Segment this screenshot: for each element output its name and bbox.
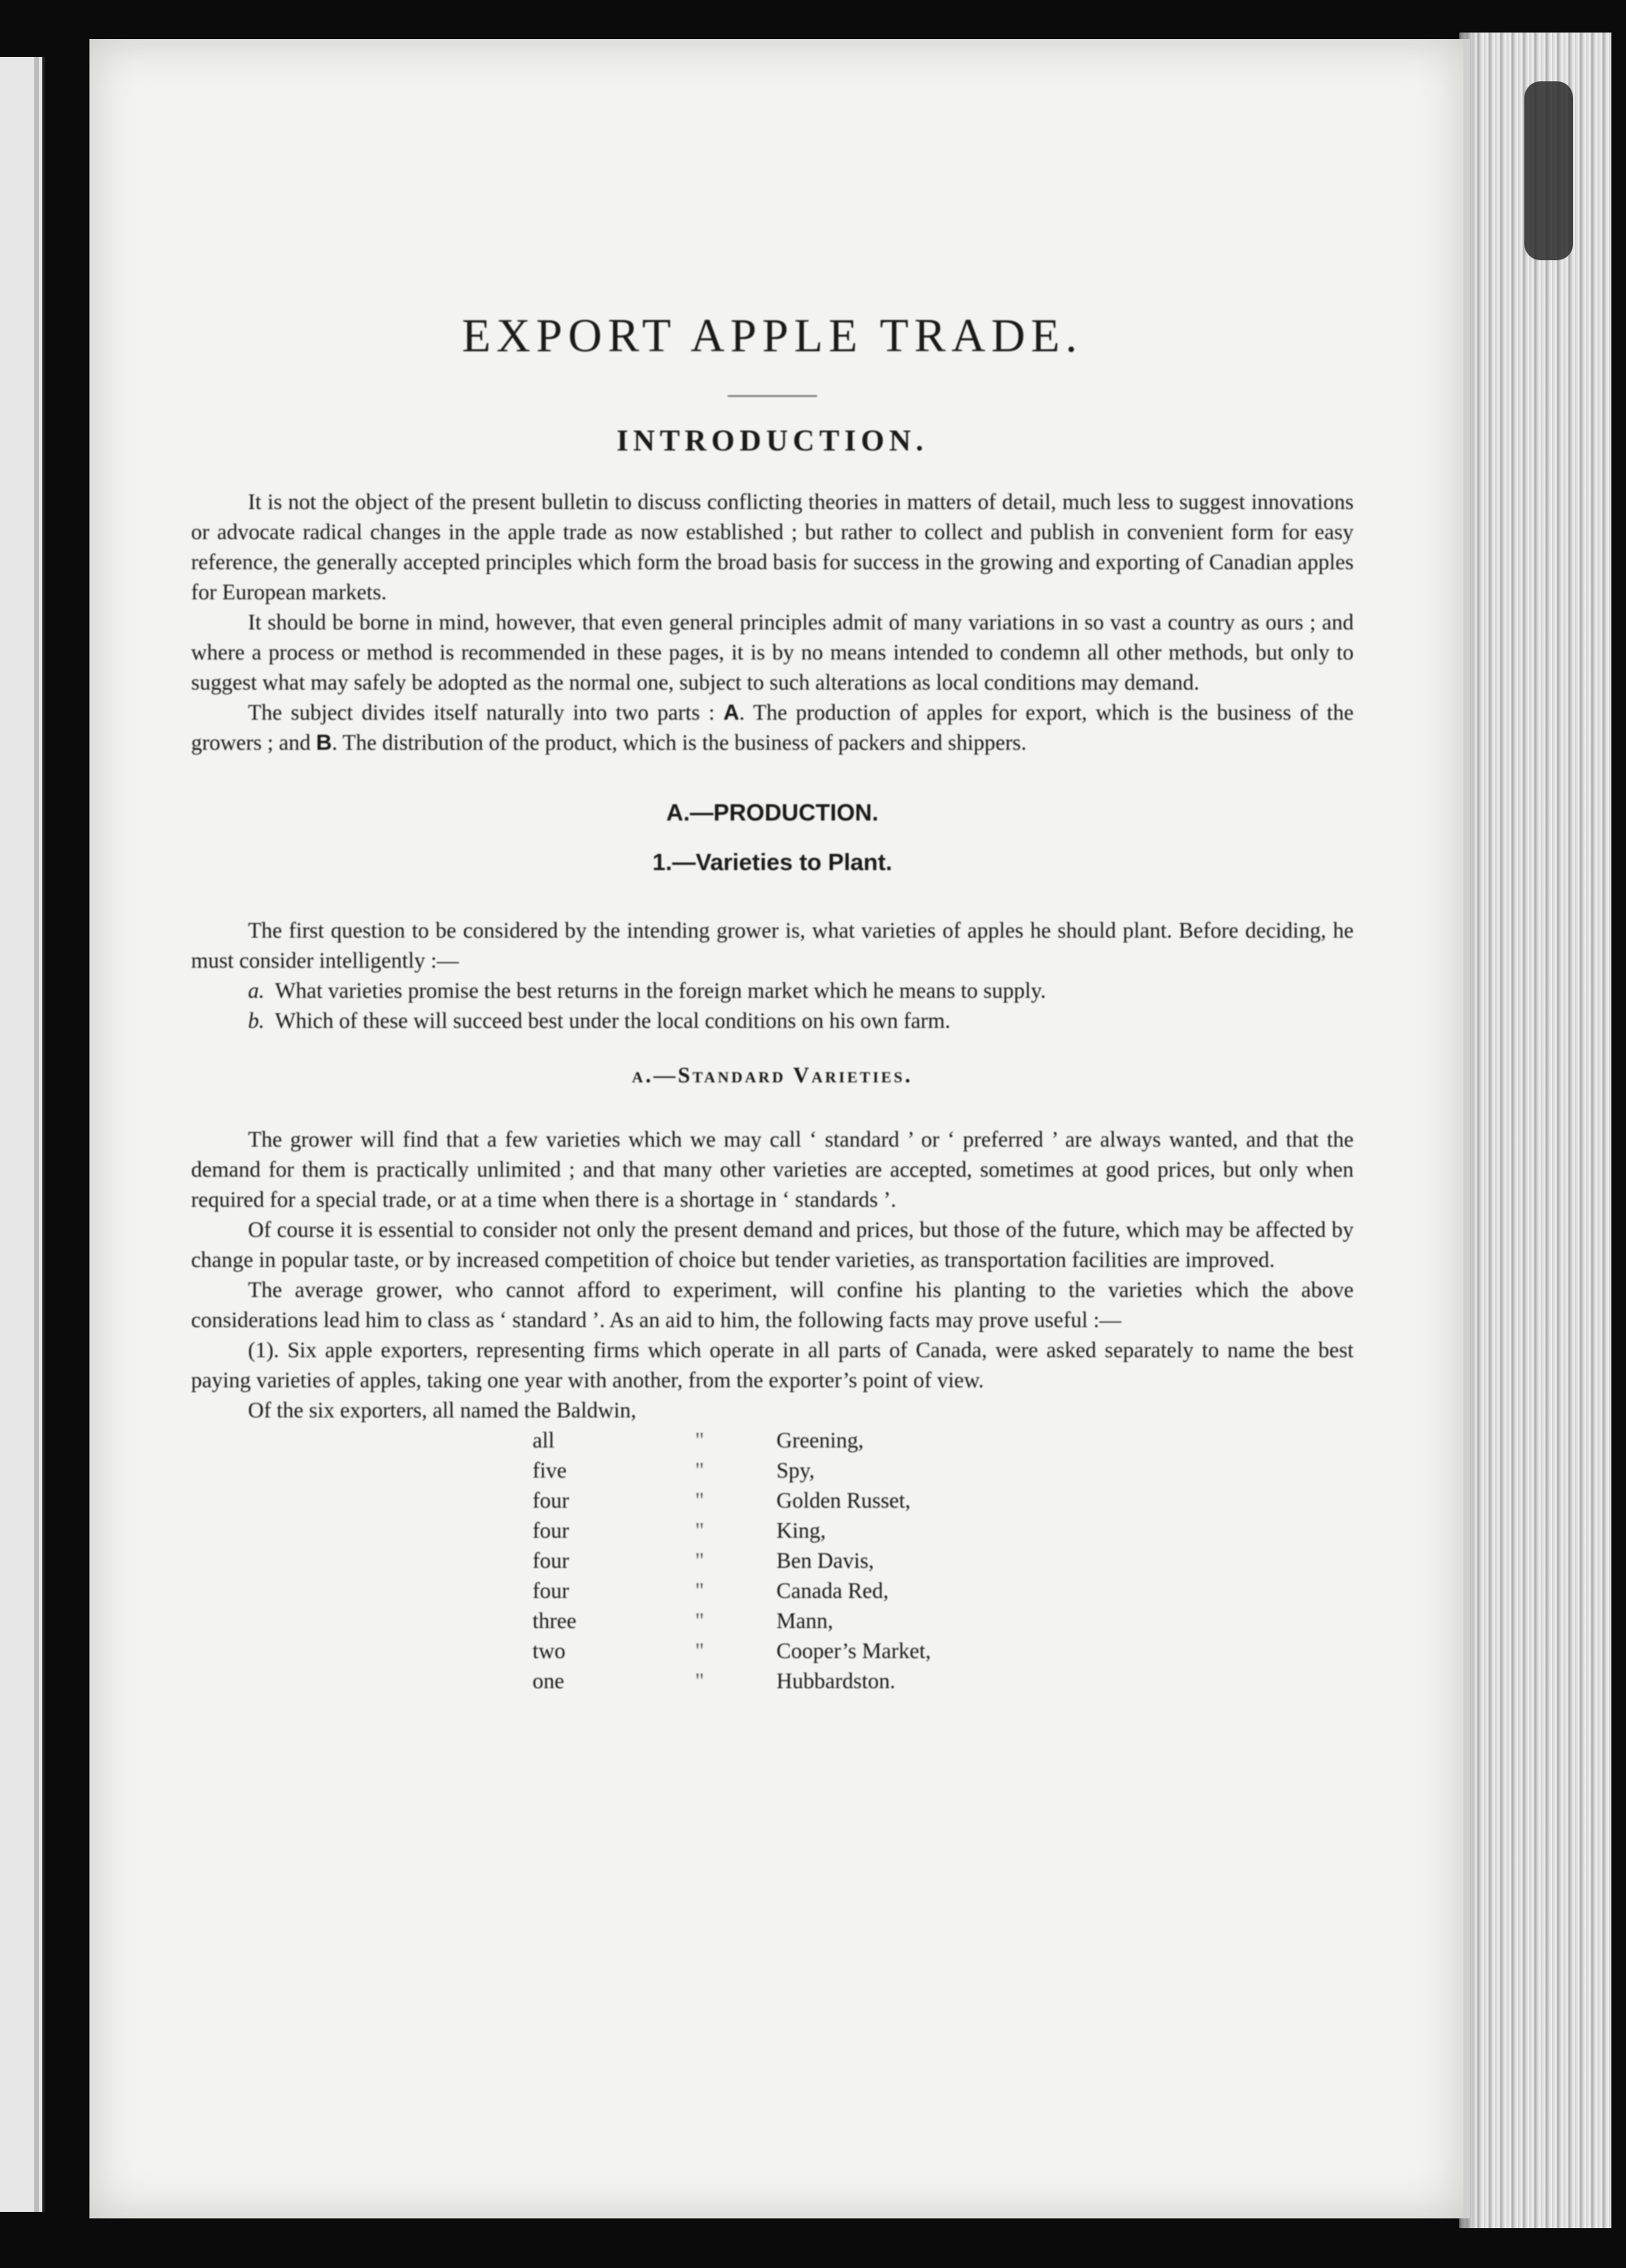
vote-count: three	[533, 1608, 576, 1633]
exporters-intro: Of the six exporters, all named the Baldwin,	[248, 1398, 637, 1422]
vote-count: two	[533, 1639, 566, 1663]
book-page-stack-edge	[1459, 33, 1611, 2228]
variety-name: Spy,	[776, 1458, 815, 1482]
vote-count: four	[533, 1578, 569, 1603]
ditto-mark: "	[695, 1518, 705, 1543]
page-text	[191, 307, 1354, 1696]
variety-name: Hubbardston.	[776, 1669, 896, 1693]
ditto-mark: "	[695, 1458, 705, 1482]
ditto-mark: "	[695, 1548, 705, 1573]
varieties-subheading: 1.—Varieties to Plant.	[652, 850, 893, 876]
variety-name: Mann,	[776, 1608, 833, 1633]
variety-name: Cooper’s Market,	[776, 1639, 931, 1663]
page-title: EXPORT APPLE TRADE.	[462, 309, 1083, 362]
consideration-item	[248, 976, 1354, 1006]
vote-count: all	[533, 1428, 554, 1452]
exporter-vote-row	[533, 1606, 931, 1636]
consideration-text: What varieties promise the best returns in the foreign market which he means to supply.	[275, 978, 1046, 1003]
part-a-label: A	[723, 700, 740, 725]
standard-paragraph: The grower will find that a few varieties which we may call ‘ standard ’ or ‘ preferred ’ are always wanted, and that the demand for them is practically unlimited ; and that many other varieties are accepted, sometimes at good prices, but only when required for a special trade, or at a time when there is a shortage in ‘ standards ’.	[191, 1127, 1354, 1212]
exporter-vote-row	[533, 1636, 931, 1666]
varieties-intro-paragraph: The first question to be considered by the intending grower is, what varieties of apples he should plant. Before deciding, he must consider intelligently :—	[191, 918, 1354, 973]
consideration-item	[248, 1006, 1354, 1036]
ditto-mark: "	[695, 1428, 705, 1452]
ditto-mark: "	[695, 1488, 705, 1513]
standard-paragraph: The average grower, who cannot afford to experiment, will confine his planting to the varieties which the above considerations lead him to class as ‘ standard ’. As an aid to him, the following facts may prove useful :—	[191, 1278, 1354, 1332]
exporter-votes-table	[533, 1426, 931, 1696]
section-a-heading: A.—PRODUCTION.	[666, 800, 879, 826]
vote-count: four	[533, 1548, 569, 1573]
subject-text: . The production of apples for export, which is the business of the growers ; and	[191, 700, 1354, 755]
vote-count: one	[533, 1669, 564, 1693]
consideration-text: Which of these will succeed best under the local conditions on his own farm.	[275, 1008, 951, 1033]
exporter-vote-row	[533, 1516, 931, 1546]
title-divider	[728, 395, 817, 397]
standard-varieties-heading: a.—Standard Varieties.	[632, 1063, 913, 1087]
exporter-vote-row	[533, 1576, 931, 1606]
left-page-edge	[0, 57, 45, 2212]
consideration-label: a.	[248, 978, 265, 1003]
ditto-mark: "	[695, 1578, 705, 1603]
ditto-mark: "	[695, 1639, 705, 1663]
introduction-heading: INTRODUCTION.	[616, 424, 928, 458]
intro-paragraph: It should be borne in mind, however, that even general principles admit of many variations in so vast a country as ours ; and where a process or method is recommended in these pages, it is by no means intended to condemn all other methods, but only to suggest what may safely be adopted as the normal one, subject to such alterations as local conditions may demand.	[191, 610, 1354, 694]
part-b-label: B	[315, 730, 333, 755]
subject-paragraph	[191, 698, 1354, 758]
exporter-vote-row	[533, 1426, 931, 1456]
binding-tab	[1524, 81, 1573, 260]
vote-count: four	[533, 1518, 569, 1543]
exporter-vote-row	[533, 1456, 931, 1486]
exporter-vote-row	[533, 1546, 931, 1576]
ditto-mark: "	[695, 1608, 705, 1633]
variety-name: Greening,	[776, 1428, 864, 1452]
exporter-votes-body	[533, 1426, 931, 1696]
standard-paragraph: (1). Six apple exporters, representing firms which operate in all parts of Canada, were asked separately to name the best paying varieties of apples, taking one year with another, from the exporter’s point of view.	[191, 1338, 1354, 1392]
document-page	[89, 39, 1470, 2218]
vote-count: five	[533, 1458, 567, 1482]
variety-name: Golden Russet,	[776, 1488, 911, 1513]
ditto-mark: "	[695, 1669, 705, 1693]
variety-name: King,	[776, 1518, 826, 1543]
variety-name: Canada Red,	[776, 1578, 889, 1603]
consideration-label: b.	[248, 1008, 265, 1033]
subject-text: . The distribution of the product, which is the business of packers and shippers.	[332, 730, 1027, 755]
exporter-vote-row	[533, 1486, 931, 1516]
exporter-vote-row	[533, 1666, 931, 1696]
vote-count: four	[533, 1488, 569, 1513]
subject-text: The subject divides itself naturally into two parts :	[248, 700, 724, 725]
standard-paragraph: Of course it is essential to consider not only the present demand and prices, but those of the future, which may be affected by change in popular taste, or by increased competition of choice but tender varieties, as transportation facilities are improved.	[191, 1217, 1354, 1272]
intro-paragraph: It is not the object of the present bulletin to discuss conflicting theories in matters of detail, much less to suggest innovations or advocate radical changes in the apple trade as now established ; but rather to collect and publish in convenient form for easy reference, the generally accepted principles which form the broad basis for success in the growing and exporting of Canadian apples for European markets.	[191, 490, 1354, 604]
variety-name: Ben Davis,	[776, 1548, 874, 1573]
